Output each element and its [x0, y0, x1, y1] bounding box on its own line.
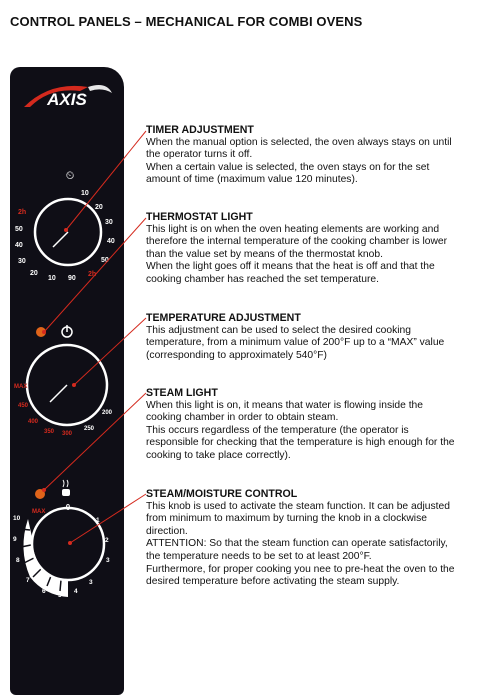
steam-tick: 3 [89, 579, 93, 586]
section-line: This occurs regardless of the temperature (the operator is [146, 424, 409, 436]
section-line: than the value set by means of the thermostat knob. [146, 248, 383, 260]
timer-tick: 90 [68, 275, 76, 282]
timer-tick: 40 [107, 238, 115, 245]
steam-tick: 1 [96, 517, 100, 524]
section-line: direction. [146, 525, 188, 537]
steam-tick: 8 [16, 557, 20, 564]
section-line: from minimum to maximum by turning the knob in a clockwise [146, 513, 427, 525]
oven-control-panel [10, 67, 124, 695]
section-line: When the manual option is selected, the oven always stays on until [146, 136, 452, 148]
section-thermostat-light [146, 211, 476, 287]
section-line: responsible for checking that the temperature is high enough for the [146, 437, 455, 449]
section-temperature-adjustment [146, 312, 476, 362]
timer-tick: 30 [105, 219, 113, 226]
section-steam-moisture-control [146, 488, 476, 589]
timer-tick: 10 [48, 275, 56, 282]
timer-tick: 40 [15, 242, 23, 249]
timer-tick: 20 [30, 270, 38, 277]
timer-tick: 20 [95, 204, 103, 211]
timer-tick: 10 [81, 190, 89, 197]
logo-text: AXIS [47, 90, 87, 109]
section-line: therefore the internal temperature of the cooking chamber is lower [146, 236, 448, 248]
steam-tick: 2 [105, 537, 109, 544]
section-heading: STEAM/MOISTURE CONTROL [146, 488, 298, 500]
temp-tick: 350 [44, 429, 55, 435]
section-line: temperature, from a minimum value of 200°F up to a “MAX” value [146, 337, 445, 349]
timer-tick: 30 [18, 258, 26, 265]
steam-tick: 3 [106, 557, 110, 564]
section-line: This adjustment can be used to select the desired cooking [146, 324, 412, 336]
section-line: cooking chamber has reached the set temperature. [146, 273, 379, 285]
section-line: Furthermore, for proper cooking you nee to pre-heat the oven to the [146, 563, 455, 575]
section-steam-light [146, 387, 476, 463]
page-title: CONTROL PANELS – MECHANICAL FOR COMBI OVENS [10, 14, 363, 29]
section-heading: STEAM LIGHT [146, 387, 218, 399]
temperature-knob[interactable] [27, 345, 107, 425]
power-icon [62, 325, 72, 337]
steam-tick: 10 [13, 515, 21, 522]
section-line: amount of time (maximum value 120 minutes). [146, 174, 358, 186]
section-line: When a certain value is selected, the oven stays on for the set [146, 161, 430, 173]
thermostat-light [36, 327, 46, 337]
section-line: (corresponding to approximately 540°F) [146, 349, 327, 361]
section-line: the operator turns it off. [146, 149, 253, 161]
section-line: When the light goes off it means that the heat is off and that the [146, 261, 435, 273]
steam-max-label: MAX [32, 509, 46, 515]
section-line: cooking chamber in order to obtain steam. [146, 412, 339, 424]
section-line: cooking to take place correctly). [146, 449, 291, 461]
steam-tick: 4 [74, 588, 78, 595]
steam-tick: 7 [26, 577, 30, 584]
steam-zero-mark: 0 [65, 503, 71, 512]
temp-tick: 200 [102, 410, 113, 416]
section-line: the temperature needs to be set to at least 200°F. [146, 550, 372, 562]
temp-tick: 250 [84, 426, 95, 432]
section-line: When this light is on, it means that water is flowing inside the [146, 399, 424, 411]
steam-pot-icon [62, 480, 70, 496]
section-timer-adjustment [146, 124, 476, 187]
temp-tick: 300 [62, 431, 73, 437]
section-line: desired temperature before activating the steam supply. [146, 576, 400, 588]
section-line: This light is on when the oven heating elements are working and [146, 223, 440, 235]
timer-tick: 2h [88, 271, 97, 278]
section-heading: TIMER ADJUSTMENT [146, 124, 254, 136]
steam-tick: 5 [58, 592, 62, 599]
timer-tick: 50 [101, 257, 109, 264]
timer-knob[interactable] [35, 170, 101, 265]
temp-tick: MAX [14, 384, 28, 390]
steam-light [35, 489, 45, 499]
section-heading: TEMPERATURE ADJUSTMENT [146, 312, 301, 324]
timer-tick: 2h [18, 209, 27, 216]
temp-tick: 450 [18, 403, 29, 409]
temp-tick: 400 [28, 419, 39, 425]
axis-logo [24, 85, 112, 109]
timer-tick: 50 [15, 226, 23, 233]
steam-tick: 9 [13, 536, 17, 543]
clock-icon: ⏲ [65, 170, 75, 182]
section-heading: THERMOSTAT LIGHT [146, 211, 253, 223]
section-line: ATTENTION: So that the steam function can operate satisfactorily, [146, 538, 448, 550]
steam-tick: 6 [42, 588, 46, 595]
section-line: This knob is used to activate the steam function. It can be adjusted [146, 500, 450, 512]
